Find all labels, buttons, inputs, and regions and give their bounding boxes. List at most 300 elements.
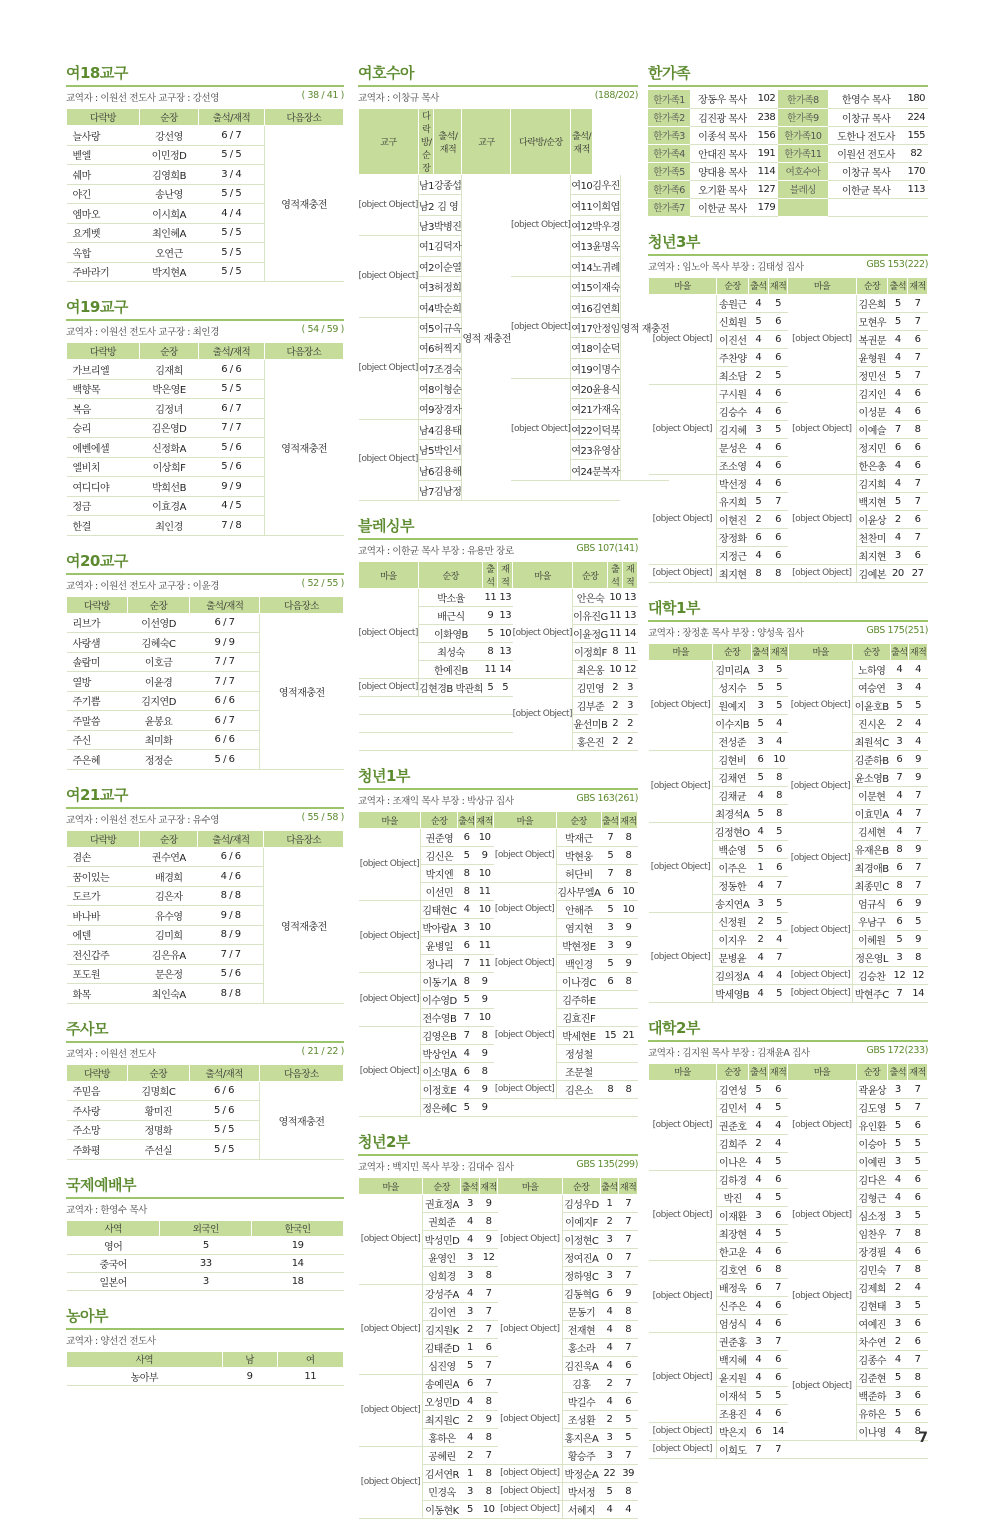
cell: 한은총	[856, 456, 888, 474]
cell: 주기쁨	[67, 691, 128, 711]
column-header: 출석	[890, 643, 909, 660]
cell: 차수연	[856, 1332, 888, 1350]
group-name: [object Object]	[649, 1422, 717, 1440]
cell: 2	[608, 715, 623, 733]
cell: 여4	[418, 297, 434, 317]
cell: 박아람A	[421, 919, 458, 937]
cell: 여14	[571, 256, 592, 276]
cell: 김현태	[856, 1296, 888, 1314]
village-table	[648, 1063, 928, 1459]
cell: 김용태	[434, 419, 462, 439]
count: GBS 175(251)	[866, 624, 928, 636]
cell: 송원근	[717, 294, 749, 312]
cell: 신정화A	[139, 438, 198, 458]
cell: 박우경	[592, 215, 620, 235]
cell: 2	[608, 679, 623, 697]
cell: 최지원C	[423, 1411, 461, 1429]
cell: 이시희A	[139, 204, 198, 224]
cell: 9	[476, 1045, 494, 1063]
cell: 8 / 8	[198, 984, 264, 1004]
table-row	[648, 198, 928, 216]
ministry-table	[66, 1351, 344, 1386]
cell	[905, 198, 928, 216]
cell: 이창규 목사	[828, 108, 905, 126]
column-header: 순장	[127, 1064, 189, 1081]
column-header: 다음장소	[264, 830, 344, 847]
table-row	[359, 1285, 638, 1303]
table-row	[67, 1254, 344, 1272]
cell: 155	[905, 126, 928, 144]
cell: 2	[608, 697, 623, 715]
cell: 1	[600, 1195, 619, 1213]
cell: 6	[768, 474, 788, 492]
cell: 5	[768, 1152, 788, 1170]
cell: 6	[768, 1170, 788, 1188]
cell: 4	[748, 1350, 768, 1368]
cell: 김은자	[140, 886, 198, 906]
section	[358, 1131, 638, 1519]
group-name: [object Object]	[359, 589, 419, 679]
cell: 7	[619, 1195, 638, 1213]
cell: 정나리	[421, 955, 458, 973]
cell: 윤지원	[717, 1368, 749, 1386]
cell: 3	[623, 679, 638, 697]
cell: 4	[461, 1285, 480, 1303]
village-table	[648, 643, 928, 1003]
cell: 문은정	[140, 964, 198, 984]
cell: 여2	[418, 256, 434, 276]
cell: 8	[770, 768, 789, 786]
cell: 전성준	[713, 732, 751, 750]
cell: 정은영L	[853, 948, 890, 966]
table-row	[649, 384, 928, 402]
cell: 5	[751, 840, 770, 858]
cell: 전수영B	[421, 1009, 458, 1027]
cell: 3	[600, 1231, 619, 1249]
cell: 7	[888, 420, 908, 438]
empty-cell	[511, 480, 571, 500]
cell: 이재석	[717, 1386, 749, 1404]
cell: 4	[748, 1404, 768, 1422]
cell: 8	[479, 1393, 498, 1411]
cell: 4	[748, 402, 768, 420]
cell: 8	[619, 973, 637, 991]
group-name: [object Object]	[359, 901, 421, 973]
cell: 최원석C	[853, 732, 890, 750]
column-header: 마을	[359, 1178, 423, 1195]
cell: 6	[768, 402, 788, 420]
cell: 김남정	[434, 480, 462, 500]
cell: 8	[770, 786, 789, 804]
cell: 2	[888, 1278, 908, 1296]
cell: 6	[908, 1188, 928, 1206]
section	[648, 231, 928, 583]
cell: 13	[623, 607, 638, 625]
group-name: [object Object]	[359, 1285, 423, 1375]
column-header: 순장	[127, 596, 190, 613]
cell: 주믿음	[67, 1081, 128, 1101]
cell: 4	[600, 1357, 619, 1375]
header-row	[649, 277, 928, 294]
group-name: [object Object]	[788, 966, 852, 984]
cell: 4	[748, 1224, 768, 1242]
cell: 7	[770, 876, 789, 894]
staff-info: 교역자 : 이원선 전도사 교구장 : 이윤경	[66, 580, 219, 592]
cell: 7	[908, 474, 928, 492]
cell	[601, 991, 619, 1009]
district-table	[66, 596, 344, 770]
cell: 7 / 8	[199, 516, 265, 536]
cell: 김부준	[573, 697, 608, 715]
cell: 12	[890, 966, 909, 984]
column-header: 마을	[649, 1063, 717, 1080]
next-place: 영적재충전	[260, 613, 344, 769]
cell: 남4	[418, 419, 434, 439]
cell: 4	[600, 1501, 619, 1519]
cell: 6	[748, 1260, 768, 1278]
cell: 5 / 6	[198, 964, 264, 984]
column-header: 출석	[748, 277, 768, 294]
cell: 리브가	[67, 613, 128, 633]
cell: 7	[619, 1231, 638, 1249]
cell: 이효경A	[139, 496, 198, 516]
cell: 주소망	[67, 1120, 128, 1140]
cell: 4 / 5	[199, 496, 265, 516]
cell: 7	[479, 1285, 498, 1303]
district-table	[66, 108, 344, 282]
cell: 4	[908, 1278, 928, 1296]
group-name: [object Object]	[788, 384, 856, 474]
cell: 백인경	[556, 955, 601, 973]
cell: 12	[623, 661, 638, 679]
cell: 이형순	[434, 378, 462, 398]
cell: 이현진	[717, 510, 749, 528]
cell: 지정근	[717, 546, 749, 564]
column-header: 순장	[717, 1063, 749, 1080]
cell: 8	[619, 1303, 638, 1321]
cell: 5	[768, 1386, 788, 1404]
cell: 백준하	[856, 1386, 888, 1404]
cell: 신주은	[717, 1296, 749, 1314]
cell: 6	[457, 937, 475, 955]
cell: 조용진	[717, 1404, 749, 1422]
cell: 여15	[571, 276, 592, 296]
cell: 성지수	[713, 678, 751, 696]
cell: 7	[908, 366, 928, 384]
cell: 허찍지	[434, 338, 462, 358]
cell: 박현정E	[556, 937, 601, 955]
cell: 12	[909, 966, 928, 984]
column-header: 다락방/순장	[418, 109, 434, 175]
header-row	[649, 643, 928, 660]
cell: 이정호E	[421, 1081, 458, 1099]
cell: 224	[905, 108, 928, 126]
cell: 4	[461, 1213, 480, 1231]
group-name: [object Object]	[649, 564, 717, 582]
cell: 정성철	[556, 1045, 601, 1063]
cell: 심소정	[856, 1206, 888, 1224]
cell: 6 / 6	[198, 847, 264, 867]
cell: 6	[908, 384, 928, 402]
column-header: 순장	[856, 277, 888, 294]
table-row	[648, 108, 928, 126]
count: ( 21 / 22 )	[301, 1045, 344, 1057]
cell: 11	[476, 955, 494, 973]
cell: 5	[457, 847, 475, 865]
cell: 여20	[571, 378, 592, 398]
column-header: 출석	[483, 562, 498, 589]
cell: 7	[748, 1440, 768, 1458]
cell: 김지원K	[423, 1321, 461, 1339]
cell: 정지민	[856, 438, 888, 456]
cell: 유하은	[856, 1404, 888, 1422]
cell: 6	[479, 1339, 498, 1357]
cell: 9	[476, 973, 494, 991]
group-name: [object Object]	[359, 317, 419, 419]
table-row	[359, 697, 638, 715]
column-header: 재적	[768, 1063, 788, 1080]
cell: 이민정D	[139, 145, 198, 165]
cell: 4 / 6	[198, 867, 264, 887]
group-name: [object Object]	[498, 1501, 562, 1519]
cell: 2	[600, 1375, 619, 1393]
village-table	[358, 1177, 638, 1519]
cell: 3	[890, 678, 909, 696]
cell: 7	[601, 865, 619, 883]
cell: 한가족6	[648, 180, 690, 198]
group-name: [object Object]	[788, 294, 856, 384]
cell: 여호수아	[778, 162, 827, 180]
cell: 5	[888, 1116, 908, 1134]
cell: 9	[476, 991, 494, 1009]
cell: 6	[768, 1296, 788, 1314]
cell: 김하경	[717, 1170, 749, 1188]
cell: 여23	[571, 440, 592, 460]
staff-info: 교역자 : 이원선 전도사 교구장 : 유수영	[66, 814, 219, 826]
cell: 7	[908, 492, 928, 510]
cell: 김용해	[434, 460, 462, 480]
cell: 중국어	[67, 1254, 160, 1272]
cell: 5	[619, 1411, 638, 1429]
cell: 10	[476, 919, 494, 937]
cell: 4	[909, 732, 928, 750]
cell: 5	[498, 679, 513, 697]
cell: 윤병일	[421, 937, 458, 955]
cell: 유영삼	[592, 440, 620, 460]
cell: 5	[768, 1224, 788, 1242]
cell: 179	[755, 198, 778, 216]
cell: 3	[751, 894, 770, 912]
staff-info: 교역자 : 이창규 목사	[358, 93, 439, 104]
cell: 김민숙	[856, 1260, 888, 1278]
column-header: 다음장소	[264, 109, 343, 126]
cell: 5	[888, 1404, 908, 1422]
cell: 8	[619, 847, 637, 865]
cell: 김현경B 박관희	[418, 679, 483, 697]
empty-cell	[418, 715, 483, 733]
cell: 13	[498, 643, 513, 661]
cell: 5	[888, 1134, 908, 1152]
cell: 14	[909, 984, 928, 1002]
cell: 김이연	[423, 1303, 461, 1321]
cell: 7	[457, 1027, 475, 1045]
column-header: 순장	[856, 1063, 888, 1080]
column-header: 사역	[67, 1351, 223, 1367]
cell: 6	[768, 1242, 788, 1260]
cell: 장정화	[717, 528, 749, 546]
column-header: 마을	[788, 1063, 856, 1080]
cell: 6	[768, 1314, 788, 1332]
cell: 8	[890, 876, 909, 894]
group-name: [object Object]	[494, 937, 556, 991]
group-name: [object Object]	[788, 660, 852, 750]
cell: 4	[600, 1303, 619, 1321]
cell: 김서연R	[423, 1465, 461, 1483]
cell: 여6	[418, 338, 434, 358]
cell: 권준호	[717, 1116, 749, 1134]
cell: 조소영	[717, 456, 749, 474]
staff-info: 교역자 : 이한균 목사 부장 : 유용만 장로	[358, 546, 514, 558]
cell: 6	[748, 1422, 768, 1440]
empty-cell	[498, 715, 513, 733]
cell: 5	[770, 912, 789, 930]
cell: 4	[888, 1188, 908, 1206]
cell	[619, 1009, 637, 1027]
header-row	[67, 109, 344, 126]
district-table	[66, 342, 344, 536]
cell: 5 / 5	[189, 1120, 259, 1140]
cell: 5	[457, 1099, 475, 1117]
table-row	[359, 715, 638, 733]
cell: 3	[888, 1152, 908, 1170]
cell: 포도원	[67, 964, 140, 984]
column-header: 순장	[562, 1178, 600, 1195]
cell: 3	[751, 660, 770, 678]
cell: 꿈이있는	[67, 867, 140, 887]
empty-cell	[498, 697, 513, 715]
section-title: 여21교구	[66, 784, 344, 809]
cell: 0	[600, 1249, 619, 1267]
cell: 11	[277, 1367, 343, 1385]
cell: 요게벳	[67, 223, 140, 243]
cell: 양대용 목사	[690, 162, 755, 180]
table-row	[67, 847, 344, 867]
section-title: 한가족	[648, 62, 928, 87]
cell: 9	[619, 1285, 638, 1303]
staff-info: 교역자 : 이원선 전도사 교구장 : 강선영	[66, 93, 219, 104]
cell: 4	[770, 966, 789, 984]
column-header: 출석	[888, 277, 908, 294]
cell: 2	[748, 1134, 768, 1152]
cell: 5 / 5	[199, 223, 265, 243]
cell: 5	[748, 1080, 768, 1098]
cell: 4	[748, 1116, 768, 1134]
cell: 6	[770, 858, 789, 876]
cell: 5 / 5	[199, 145, 265, 165]
cell: 3	[457, 919, 475, 937]
cell: 11	[483, 589, 498, 607]
group-name: [object Object]	[649, 1170, 717, 1260]
cell: 엄규식	[853, 894, 890, 912]
cell: 4	[457, 1045, 475, 1063]
cell: 7	[768, 1440, 788, 1458]
cell: 11	[476, 883, 494, 901]
cell: 홍하은	[423, 1429, 461, 1447]
table-row	[359, 679, 638, 697]
cell: 황미진	[127, 1101, 189, 1121]
cell: 7 / 7	[190, 672, 260, 692]
table-row	[649, 660, 928, 678]
cell: 5	[160, 1236, 252, 1254]
cell: 이소명A	[421, 1063, 458, 1081]
cell: 이규옥	[434, 317, 462, 337]
cell: 3	[623, 697, 638, 715]
cell: 여16	[571, 297, 592, 317]
column-header: 순장	[139, 109, 198, 126]
cell: 7 / 7	[199, 418, 265, 438]
empty-cell	[498, 733, 513, 751]
cell: 한가족10	[778, 126, 827, 144]
group-name: [object Object]	[511, 276, 571, 378]
cell: 6 / 7	[190, 711, 260, 731]
cell: 11	[623, 643, 638, 661]
cell: 이나은	[717, 1152, 749, 1170]
column-header: 마을	[359, 812, 421, 829]
cell: 4	[751, 948, 770, 966]
section-title: 여18교구	[66, 62, 344, 87]
cell: 7	[909, 876, 928, 894]
group-name: [object Object]	[788, 894, 852, 966]
cell: 5	[888, 1098, 908, 1116]
cell: 5	[600, 1483, 619, 1501]
cell: 11	[608, 607, 623, 625]
cell: 5	[890, 930, 909, 948]
cell: 2	[888, 510, 908, 528]
cell: 유지희	[717, 492, 749, 510]
cell: 이성문	[856, 402, 888, 420]
table-row	[648, 144, 928, 162]
group-name: [object Object]	[649, 474, 717, 564]
cell: 4	[770, 930, 789, 948]
group-name: [object Object]	[498, 1285, 562, 1375]
cell: 조경숙	[434, 358, 462, 378]
cell: 8	[479, 1483, 498, 1501]
staff-info: 교역자 : 김지원 목사 부장 : 김재윤A 집사	[648, 1047, 810, 1059]
cell: 8	[768, 564, 788, 582]
cell: 에벤에셀	[67, 438, 140, 458]
cell: 4	[909, 678, 928, 696]
cell: 여17	[571, 317, 592, 337]
column-header: 출석	[600, 1178, 619, 1195]
cell: 김우진	[592, 175, 620, 195]
section-title: 농아부	[66, 1305, 344, 1330]
cell: 5	[748, 492, 768, 510]
cell: 최장현	[717, 1224, 749, 1242]
village-table	[358, 561, 638, 751]
cell: 4 / 4	[199, 204, 265, 224]
cell: 8	[479, 1267, 498, 1285]
column-header: 여	[277, 1351, 343, 1367]
cell: 박은영E	[139, 379, 198, 399]
cell: 여예진	[856, 1314, 888, 1332]
cell: 송지연A	[713, 894, 751, 912]
cell	[601, 1009, 619, 1027]
village-table	[358, 811, 638, 1117]
cell: 김동혁G	[562, 1285, 600, 1303]
cell: 8	[908, 1422, 928, 1440]
cell: 8	[476, 1063, 494, 1081]
cell: 최경애B	[853, 858, 890, 876]
